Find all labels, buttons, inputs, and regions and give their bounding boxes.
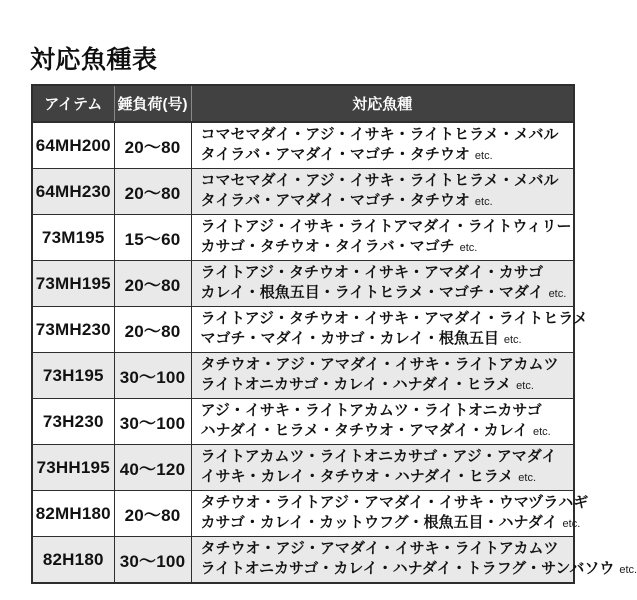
- etc-label: etc.: [503, 333, 522, 346]
- etc-label: etc.: [516, 379, 534, 392]
- species-cell: [191, 307, 588, 353]
- etc-label: etc.: [474, 149, 493, 162]
- table-row: [32, 169, 574, 215]
- load-cell: 40～120: [114, 445, 191, 491]
- table-row: [32, 261, 574, 307]
- species-cell: [191, 261, 574, 307]
- load-cell: 20～80: [114, 261, 191, 307]
- table-row: [32, 307, 574, 353]
- species-line: ライトアカムツ・ライトオニカサゴ・アジ・アマダイ: [200, 448, 557, 465]
- header-species: 対応魚種: [191, 85, 574, 122]
- load-cell: 30～100: [114, 537, 191, 584]
- table-body: [32, 122, 637, 583]
- species-line: ライトアジ・イサキ・ライトアマダイ・ライトウィリー: [200, 218, 572, 235]
- load-cell: 20～80: [114, 169, 191, 215]
- header-load: 錘負荷(号): [114, 85, 191, 122]
- item-cell: 64MH200: [32, 122, 114, 169]
- species-line: タイラバ・アマダイ・マゴチ・タチウオ etc.: [200, 145, 493, 163]
- species-cell: [191, 353, 574, 399]
- species-line: マゴチ・マダイ・カサゴ・カレイ・根魚五目 etc.: [200, 329, 522, 347]
- species-line: コマセマダイ・アジ・イサキ・ライトヒラメ・メバル: [200, 126, 559, 143]
- item-cell: 73MH230: [32, 307, 114, 353]
- table-row: [32, 353, 574, 399]
- etc-label: etc.: [474, 195, 493, 208]
- table-row: [32, 445, 574, 491]
- load-cell: 20～80: [114, 491, 191, 537]
- etc-label: etc.: [518, 471, 536, 484]
- species-cell: [191, 399, 574, 445]
- species-cell: [191, 491, 589, 537]
- etc-label: etc.: [532, 425, 551, 438]
- table-header: [32, 85, 574, 122]
- table-row: [32, 399, 574, 445]
- species-line: カレイ・根魚五目・ライトヒラメ・マゴチ・マダイ etc.: [200, 283, 567, 301]
- species-line: ライトアジ・タチウオ・イサキ・アマダイ・ライトヒラメ: [200, 310, 588, 327]
- load-cell: 20～80: [114, 122, 191, 169]
- item-cell: 73MH195: [32, 261, 114, 307]
- load-cell: 20～80: [114, 307, 191, 353]
- species-cell: [191, 537, 637, 584]
- load-cell: 30～100: [114, 399, 191, 445]
- load-cell: 30～100: [114, 353, 191, 399]
- species-cell: [191, 445, 574, 491]
- table-row: [32, 215, 574, 261]
- species-line: タチウオ・アジ・アマダイ・イサキ・ライトアカムツ: [200, 540, 559, 557]
- item-cell: 73HH195: [32, 445, 114, 491]
- species-cell: [191, 122, 574, 169]
- species-cell: [191, 169, 574, 215]
- table-row: [32, 537, 574, 584]
- item-cell: 73H230: [32, 399, 114, 445]
- load-cell: 15～60: [114, 215, 191, 261]
- etc-label: etc.: [459, 241, 478, 254]
- header-item: アイテム: [32, 85, 114, 122]
- item-cell: 73H195: [32, 353, 114, 399]
- species-line: ハナダイ・ヒラメ・タチウオ・アマダイ・カレイ etc.: [200, 421, 551, 439]
- species-line: コマセマダイ・アジ・イサキ・ライトヒラメ・メバル: [200, 172, 559, 189]
- species-line: イサキ・カレイ・タチウオ・ハナダイ・ヒラメ etc.: [200, 467, 536, 485]
- species-line: ライトアジ・タチウオ・イサキ・アマダイ・カサゴ: [200, 264, 544, 281]
- species-line: カサゴ・カレイ・カットウフグ・根魚五目・ハナダイ etc.: [200, 513, 581, 531]
- species-cell: [191, 215, 574, 261]
- species-line: アジ・イサキ・ライトアカムツ・ライトオニカサゴ: [200, 402, 542, 419]
- item-cell: 82MH180: [32, 491, 114, 537]
- etc-label: etc.: [619, 563, 637, 576]
- table-row: [32, 491, 574, 537]
- page-title: 対応魚種表: [30, 46, 158, 74]
- item-cell: 82H180: [32, 537, 114, 584]
- species-line: タイラバ・アマダイ・マゴチ・タチウオ etc.: [200, 191, 493, 209]
- species-line: ライトオニカサゴ・カレイ・ハナダイ・トラフグ・サンバソウ etc.: [200, 559, 637, 577]
- species-line: カサゴ・タチウオ・タイラバ・マゴチ etc.: [200, 237, 478, 255]
- header-row: [32, 85, 574, 122]
- item-cell: 73M195: [32, 215, 114, 261]
- fish-species-table: [31, 84, 637, 584]
- species-line: タチウオ・ライトアジ・アマダイ・イサキ・ウマヅラハギ: [200, 494, 589, 511]
- table-row: [32, 122, 574, 169]
- etc-label: etc.: [562, 517, 581, 530]
- item-cell: 64MH230: [32, 169, 114, 215]
- etc-label: etc.: [548, 287, 567, 300]
- species-line: ライトオニカサゴ・カレイ・ハナダイ・ヒラメ etc.: [200, 375, 534, 393]
- species-line: タチウオ・アジ・アマダイ・イサキ・ライトアカムツ: [200, 356, 559, 373]
